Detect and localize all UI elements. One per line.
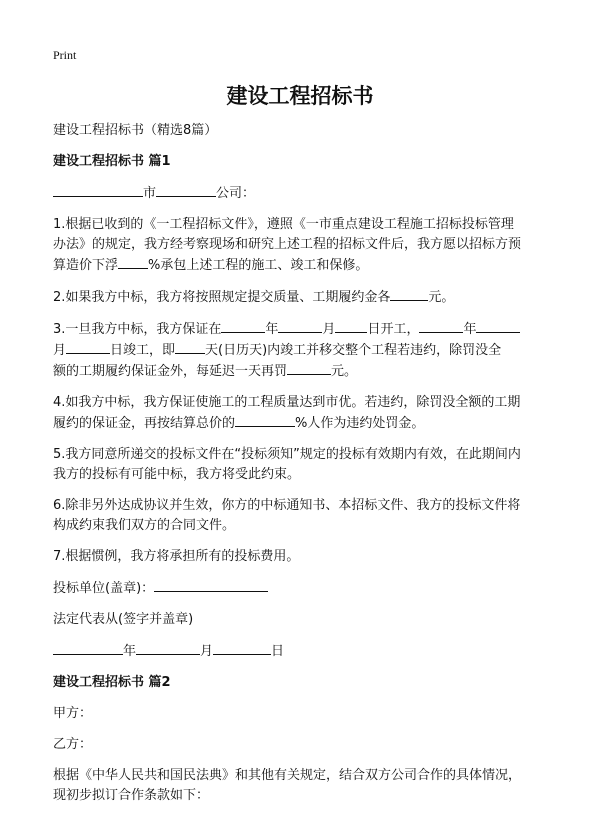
item-3-line-1 — [53, 319, 553, 340]
start-day-blank[interactable] — [335, 319, 367, 333]
end-day-blank[interactable] — [66, 340, 110, 354]
month-label: 月 — [322, 322, 336, 337]
month-label-2: 月 — [53, 343, 67, 358]
section2-intro — [53, 766, 553, 806]
bidder-seal-blank[interactable] — [154, 578, 268, 592]
date-day-blank[interactable] — [213, 641, 271, 655]
item-1-line-1: 1.根据已收到的《一工程招标文件》，遵照《一市重点建设工程施工招标投标管理 — [53, 217, 514, 232]
item-4-line-2 — [53, 413, 553, 434]
item-6 — [53, 496, 553, 536]
item-2-text: 2.如果我方中标，我方将按照规定提交质量、工期履约金各 — [53, 290, 391, 305]
item-3-line-2 — [53, 340, 553, 361]
date-month-label: 月 — [200, 644, 214, 659]
start-label: 日开工， — [367, 322, 420, 337]
item-2 — [53, 287, 553, 308]
date-month-blank[interactable] — [136, 641, 200, 655]
section1-heading: 建设工程招标书 篇1 — [53, 154, 171, 169]
item-1-text: 算造价下浮 — [53, 258, 119, 273]
item-6-line-1: 6.除非另外达成协议并生效，你方的中标通知书、本招标文件、我方的投标文件将 — [53, 498, 521, 513]
item-7: 7.根据惯例，我方将承担所有的投标费用。 — [53, 549, 300, 564]
discount-blank[interactable] — [118, 255, 148, 269]
item-5-line-1: 5.我方同意所递交的投标文件在“投标须知”规定的投标有效期内有效，在此期间内 — [53, 447, 521, 462]
party-a-label: 甲方： — [53, 706, 93, 721]
start-month-blank[interactable] — [278, 319, 322, 333]
performance-bond-blank[interactable] — [390, 287, 428, 301]
duration-days-blank[interactable] — [175, 340, 205, 354]
bidder-label: 投标单位(盖章)： — [53, 581, 155, 596]
document-subtitle: 建设工程招标书（精选8篇） — [53, 123, 218, 138]
company-suffix: 公司： — [216, 186, 256, 201]
date-day-label: 日 — [271, 644, 285, 659]
item-2-text-end: 元。 — [428, 290, 455, 305]
item-3-text-2: 天(日历天)内竣工并移交整个工程若违约，除罚没全 — [205, 343, 502, 358]
item-1-line-3 — [53, 255, 553, 276]
item-6-line-2: 构成约束我们双方的合同文件。 — [53, 518, 236, 533]
item-3-text-end: 元。 — [331, 364, 358, 379]
legal-rep-label: 法定代表从(签字并盖章) — [53, 612, 194, 627]
document-title: 建设工程招标书 — [226, 84, 374, 108]
item-4-text: 履约的保证金，再按结算总价的 — [53, 416, 236, 431]
item-4-line-1: 4.如我方中标，我方保证使施工的工程质量达到市优。若违约，除罚没全额的工期 — [53, 395, 521, 410]
end-month-blank-trail[interactable] — [476, 319, 520, 333]
party-b-label: 乙方： — [53, 737, 93, 752]
start-year-blank[interactable] — [221, 319, 265, 333]
year-label: 年 — [265, 322, 279, 337]
item-3 — [53, 319, 553, 382]
city-blank[interactable] — [53, 183, 143, 197]
document-body — [53, 121, 553, 806]
date-year-label: 年 — [123, 644, 137, 659]
daily-penalty-blank[interactable] — [287, 361, 331, 375]
item-5 — [53, 445, 553, 485]
print-label[interactable]: Print — [53, 48, 77, 62]
penalty-percent-blank[interactable] — [235, 413, 295, 427]
section2-heading: 建设工程招标书 篇2 — [53, 675, 171, 690]
date-line — [53, 641, 553, 662]
date-year-blank[interactable] — [53, 641, 123, 655]
item-1-line-2: 办法》的规定，我方经考察现场和研究上述工程的招标文件后，我方愿以招标方预 — [53, 237, 522, 252]
item-4 — [53, 393, 553, 434]
item-1-text-end: %承包上述工程的施工、竣工和保修。 — [148, 258, 369, 273]
section2-intro-line-1: 根据《中华人民共和国民法典》和其他有关规定，结合双方公司合作的具体情况， — [53, 768, 522, 783]
item-4-text-end: %人作为违约处罚金。 — [295, 416, 425, 431]
item-3-text: 3.一旦我方中标，我方保证在 — [53, 322, 222, 337]
completion-label: 日竣工，即 — [110, 343, 176, 358]
address-line — [53, 183, 553, 204]
end-year-blank[interactable] — [419, 319, 463, 333]
item-3-text-3: 额的工期履约保证金外，每延迟一天再罚 — [53, 364, 288, 379]
item-5-line-2: 我方的投标有可能中标，我方将受此约束。 — [53, 467, 301, 482]
city-suffix: 市 — [143, 186, 157, 201]
item-1 — [53, 215, 553, 276]
item-3-line-3 — [53, 361, 553, 382]
section2-intro-line-2: 现初步拟订合作条款如下： — [53, 788, 210, 803]
bidder-line — [53, 578, 553, 599]
year-label-2: 年 — [463, 322, 477, 337]
company-blank[interactable] — [156, 183, 216, 197]
